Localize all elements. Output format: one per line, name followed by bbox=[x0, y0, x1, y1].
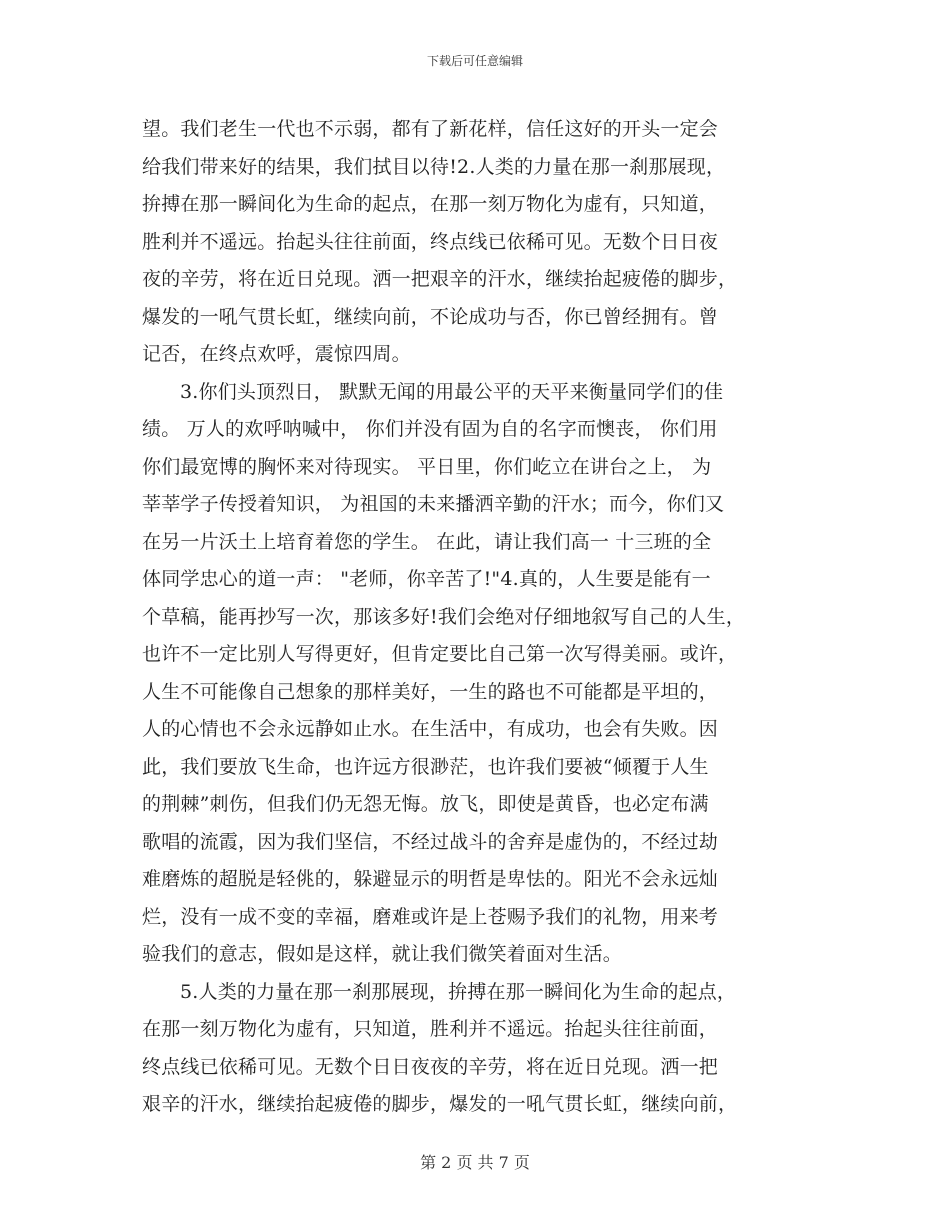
page-footer: 第 2 页 共 7 页 bbox=[420, 1153, 530, 1172]
text-line: 拚搏在那一瞬间化为生命的起点，在那一刻万物化为虚有，只知道， bbox=[142, 193, 719, 215]
text-line: 人生不可能像自己想象的那样美好，一生的路也不可能都是平坦的， bbox=[142, 680, 719, 703]
text-line: 胜利并不遥远。抬起头往往前面，终点线已依稀可见。无数个日日夜 bbox=[142, 230, 719, 253]
text-line: 歌唱的流霞，因为我们坚信，不经过战斗的舍弃是虚伪的，不经过劫 bbox=[142, 830, 719, 853]
text-line: 此，我们要放飞生命，也许远方很渺茫，也许我们要被“倾覆于人生 bbox=[142, 755, 709, 778]
text-line: 给我们带来好的结果，我们拭目以待!2.人类的力量在那一刹那展现， bbox=[142, 155, 726, 178]
text-line: 夜的辛劳，将在近日兑现。洒一把艰辛的汗水，继续抬起疲倦的脚步， bbox=[142, 268, 738, 290]
text-line: 你们最宽博的胸怀来对待现实。 平日里，你们屹立在讲台之上， 为 bbox=[142, 455, 712, 478]
text-line: 的荆棘”刺伤，但我们仍无怨无悔。放飞，即使是黄昏，也必定布满 bbox=[142, 793, 709, 815]
text-line: 终点线已依稀可见。无数个日日夜夜的辛劳，将在近日兑现。洒一把 bbox=[142, 1055, 719, 1078]
text-line: 在另一片沃土上培育着您的学生。 在此，请让我们高一 十三班的全 bbox=[142, 530, 712, 553]
text-line: 体同学忠心的道一声： "老师，你辛苦了!"4.真的，人生要是能有一 bbox=[142, 568, 711, 590]
page-header: 下载后可任意编辑 bbox=[426, 54, 523, 68]
text-line: 也许不一定比别人写得更好，但肯定要比自己第一次写得美丽。或许， bbox=[142, 643, 738, 665]
text-line: 在那一刻万物化为虚有，只知道，胜利并不遥远。抬起头往往前面， bbox=[142, 1018, 719, 1040]
text-line: 莘莘学子传授着知识， 为祖国的未来播洒辛勤的汗水；而今，你们又 bbox=[142, 493, 725, 515]
paragraph-start-line: 5.人类的力量在那一刹那展现，拚搏在那一瞬间化为生命的起点， bbox=[180, 980, 737, 1003]
paragraph-start-line: 3.你们头顶烈日， 默默无闻的用最公平的天平来衡量同学们的佳 bbox=[180, 380, 724, 403]
text-line: 人的心情也不会永远静如止水。在生活中，有成功，也会有失败。因 bbox=[142, 718, 719, 740]
text-line: 个草稿，能再抄写一次，那该多好!我们会绝对仔细地叙写自己的人生， bbox=[142, 605, 746, 628]
text-line: 烂，没有一成不变的幸福，磨难或许是上苍赐予我们的礼物，用来考 bbox=[142, 905, 719, 928]
document-body bbox=[142, 111, 810, 1124]
text-line: 爆发的一吼气贯长虹，继续向前，不论成功与否，你已曾经拥有。曾 bbox=[142, 305, 719, 328]
text-line: 难磨炼的超脱是轻佻的，躲避显示的明哲是卑怯的。阳光不会永远灿 bbox=[142, 868, 719, 890]
text-line: 绩。 万人的欢呼呐喊中， 你们并没有固为自的名字而懊丧， 你们用 bbox=[142, 418, 718, 440]
text-line: 记否，在终点欢呼，震惊四周。 bbox=[142, 343, 411, 365]
text-line: 艰辛的汗水，继续抬起疲倦的脚步，爆发的一吼气贯长虹，继续向前， bbox=[142, 1093, 738, 1115]
text-line: 望。我们老生一代也不示弱，都有了新花样，信任这好的开头一定会 bbox=[142, 118, 719, 140]
text-line: 验我们的意志，假如是这样，就让我们微笑着面对生活。 bbox=[142, 943, 623, 965]
